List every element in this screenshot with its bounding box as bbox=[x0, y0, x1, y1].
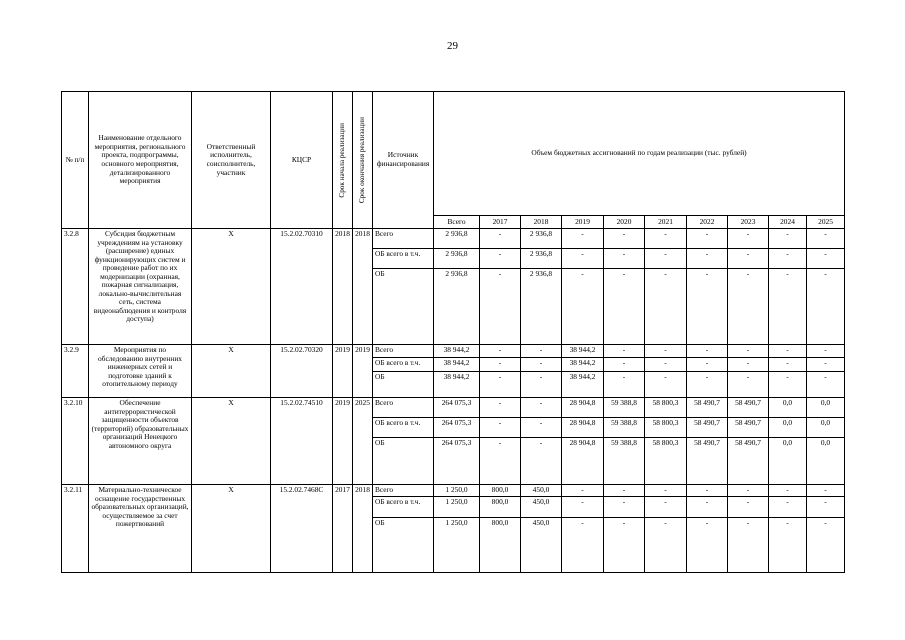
budget-value: 58 800,3 bbox=[645, 398, 687, 418]
budget-value: - bbox=[645, 496, 687, 517]
budget-value: 59 388,8 bbox=[604, 418, 645, 438]
budget-value: - bbox=[687, 229, 728, 249]
row-kcsr: 15.2.02.7468С bbox=[271, 485, 333, 573]
budget-value: 38 944,2 bbox=[434, 372, 480, 398]
year-header: 2025 bbox=[807, 216, 845, 229]
budget-value: - bbox=[807, 229, 845, 249]
budget-value: 1 250,0 bbox=[434, 517, 480, 572]
table-row bbox=[62, 345, 845, 358]
funding-source: ОБ bbox=[373, 517, 434, 572]
budget-value: - bbox=[728, 269, 769, 345]
budget-value: - bbox=[769, 345, 807, 358]
budget-value: - bbox=[728, 345, 769, 358]
year-header: Всего bbox=[434, 216, 480, 229]
budget-value: 0,0 bbox=[807, 418, 845, 438]
budget-value: - bbox=[728, 229, 769, 249]
budget-value: - bbox=[562, 485, 604, 497]
budget-value: - bbox=[728, 485, 769, 497]
header-name: Наименование отдельного мероприятия, регионального проекта, подпрограммы, основного мероприятия, детализированного мероприятия bbox=[89, 92, 192, 229]
budget-value: - bbox=[604, 517, 645, 572]
budget-value: - bbox=[728, 517, 769, 572]
budget-value: 58 490,7 bbox=[687, 418, 728, 438]
budget-value: - bbox=[604, 345, 645, 358]
budget-value: 58 490,7 bbox=[687, 398, 728, 418]
funding-source: ОБ всего в т.ч. bbox=[373, 249, 434, 269]
budget-value: 58 490,7 bbox=[687, 438, 728, 485]
row-kcsr: 15.2.02.74510 bbox=[271, 398, 333, 485]
budget-value: 0,0 bbox=[769, 398, 807, 418]
budget-value: 0,0 bbox=[807, 438, 845, 485]
budget-value: - bbox=[521, 358, 562, 372]
year-header: 2017 bbox=[480, 216, 521, 229]
table-row bbox=[62, 485, 845, 497]
row-number: 3.2.9 bbox=[62, 345, 89, 398]
budget-value: - bbox=[769, 269, 807, 345]
budget-value: 58 490,7 bbox=[728, 398, 769, 418]
budget-value: - bbox=[807, 269, 845, 345]
budget-value: - bbox=[480, 229, 521, 249]
budget-value: 800,0 bbox=[480, 517, 521, 572]
budget-value: - bbox=[645, 372, 687, 398]
year-header: 2024 bbox=[769, 216, 807, 229]
budget-value: - bbox=[604, 249, 645, 269]
budget-value: 0,0 bbox=[769, 438, 807, 485]
budget-value: 800,0 bbox=[480, 496, 521, 517]
header-kcsr: КЦСР bbox=[271, 92, 333, 229]
budget-value: - bbox=[807, 249, 845, 269]
budget-value: - bbox=[480, 418, 521, 438]
budget-value: - bbox=[521, 398, 562, 418]
page-number: 29 bbox=[447, 40, 458, 52]
budget-value: 450,0 bbox=[521, 496, 562, 517]
header-row bbox=[62, 92, 845, 216]
header-responsible: Ответственный исполнитель, соисполнитель, участник bbox=[192, 92, 271, 229]
funding-source: ОБ bbox=[373, 269, 434, 345]
budget-value: 2 936,8 bbox=[434, 269, 480, 345]
row-kcsr: 15.2.02.70310 bbox=[271, 229, 333, 345]
row-end-year: 2018 bbox=[353, 229, 373, 345]
budget-value: - bbox=[687, 249, 728, 269]
table-row bbox=[62, 398, 845, 418]
funding-source: Всего bbox=[373, 229, 434, 249]
budget-value: - bbox=[604, 229, 645, 249]
budget-value: 2 936,8 bbox=[521, 229, 562, 249]
budget-value: 1 250,0 bbox=[434, 485, 480, 497]
funding-source: Всего bbox=[373, 485, 434, 497]
budget-value: - bbox=[562, 229, 604, 249]
budget-value: 28 904,8 bbox=[562, 438, 604, 485]
budget-value: 28 904,8 bbox=[562, 418, 604, 438]
budget-value: 2 936,8 bbox=[434, 249, 480, 269]
row-responsible: X bbox=[192, 345, 271, 398]
budget-value: 58 490,7 bbox=[728, 418, 769, 438]
row-name: Материально-техническое оснащение государственных образовательных организаций, осуществляемое за счет пожертвований bbox=[89, 485, 192, 573]
budget-value: - bbox=[645, 269, 687, 345]
budget-value: 59 388,8 bbox=[604, 438, 645, 485]
header-source: Источник финансирования bbox=[373, 92, 434, 229]
budget-value: 2 936,8 bbox=[434, 229, 480, 249]
budget-value: 58 800,3 bbox=[645, 438, 687, 485]
budget-value: - bbox=[604, 269, 645, 345]
budget-value: - bbox=[562, 496, 604, 517]
year-header: 2018 bbox=[521, 216, 562, 229]
budget-value: 264 075,3 bbox=[434, 438, 480, 485]
budget-value: 800,0 bbox=[480, 485, 521, 497]
budget-value: - bbox=[769, 485, 807, 497]
budget-value: 264 075,3 bbox=[434, 398, 480, 418]
budget-value: - bbox=[521, 345, 562, 358]
budget-value: - bbox=[521, 418, 562, 438]
table-row bbox=[62, 229, 845, 249]
year-header: 2021 bbox=[645, 216, 687, 229]
budget-value: - bbox=[769, 229, 807, 249]
funding-source: Всего bbox=[373, 345, 434, 358]
row-start-year: 2019 bbox=[333, 345, 353, 398]
funding-source: ОБ всего в т.ч. bbox=[373, 358, 434, 372]
budget-value: - bbox=[645, 249, 687, 269]
table-body bbox=[62, 229, 845, 573]
budget-value: - bbox=[769, 496, 807, 517]
budget-value: - bbox=[687, 345, 728, 358]
budget-value: 264 075,3 bbox=[434, 418, 480, 438]
row-number: 3.2.8 bbox=[62, 229, 89, 345]
header-num: № п/п bbox=[62, 92, 89, 229]
year-header: 2020 bbox=[604, 216, 645, 229]
budget-value: - bbox=[604, 372, 645, 398]
year-header: 2019 bbox=[562, 216, 604, 229]
budget-value: 0,0 bbox=[769, 418, 807, 438]
funding-source: ОБ bbox=[373, 372, 434, 398]
budget-value: - bbox=[480, 438, 521, 485]
header-volume: Объем бюджетных ассигнований по годам реализации (тыс. рублей) bbox=[434, 92, 845, 216]
budget-value: 0,0 bbox=[807, 398, 845, 418]
budget-value: - bbox=[521, 438, 562, 485]
budget-value: - bbox=[687, 372, 728, 398]
row-name: Субсидия бюджетным учреждениям на установку (расширение) единых функционирующих систем и проведение работ по их модернизации (охранная, пожарная сигнализация, локально-вычислительная сеть, система видеонаблюдения и контроля доступа) bbox=[89, 229, 192, 345]
budget-value: - bbox=[807, 372, 845, 398]
budget-value: - bbox=[562, 517, 604, 572]
budget-value: - bbox=[645, 517, 687, 572]
budget-value: 38 944,2 bbox=[434, 358, 480, 372]
budget-value: - bbox=[728, 249, 769, 269]
budget-value: - bbox=[645, 229, 687, 249]
funding-source: ОБ всего в т.ч. bbox=[373, 418, 434, 438]
year-header: 2023 bbox=[728, 216, 769, 229]
year-header: 2022 bbox=[687, 216, 728, 229]
budget-value: - bbox=[521, 372, 562, 398]
budget-value: - bbox=[769, 517, 807, 572]
budget-value: - bbox=[687, 485, 728, 497]
budget-value: - bbox=[807, 345, 845, 358]
budget-value: - bbox=[480, 269, 521, 345]
budget-value: 58 490,7 bbox=[728, 438, 769, 485]
budget-value: - bbox=[480, 372, 521, 398]
budget-value: - bbox=[769, 249, 807, 269]
budget-value: 38 944,2 bbox=[562, 372, 604, 398]
budget-value: - bbox=[728, 358, 769, 372]
budget-table bbox=[61, 91, 845, 573]
row-end-year: 2019 bbox=[353, 345, 373, 398]
row-end-year: 2018 bbox=[353, 485, 373, 573]
budget-value: - bbox=[604, 485, 645, 497]
row-number: 3.2.10 bbox=[62, 398, 89, 485]
budget-value: - bbox=[728, 496, 769, 517]
funding-source: ОБ bbox=[373, 438, 434, 485]
budget-value: - bbox=[480, 358, 521, 372]
row-start-year: 2019 bbox=[333, 398, 353, 485]
row-start-year: 2017 bbox=[333, 485, 353, 573]
row-responsible: X bbox=[192, 398, 271, 485]
row-end-year: 2025 bbox=[353, 398, 373, 485]
budget-value: - bbox=[728, 372, 769, 398]
budget-value: - bbox=[480, 345, 521, 358]
budget-value: - bbox=[645, 358, 687, 372]
budget-value: - bbox=[807, 496, 845, 517]
budget-value: - bbox=[645, 485, 687, 497]
budget-value: 58 800,3 bbox=[645, 418, 687, 438]
budget-value: - bbox=[562, 269, 604, 345]
budget-value: 2 936,8 bbox=[521, 269, 562, 345]
budget-value: - bbox=[769, 372, 807, 398]
budget-value: 2 936,8 bbox=[521, 249, 562, 269]
row-name: Обеспечение антитеррористической защищенности объектов (территорий) образовательных организаций Ненецкого автономного округа bbox=[89, 398, 192, 485]
row-responsible: X bbox=[192, 485, 271, 573]
budget-value: - bbox=[604, 358, 645, 372]
funding-source: Всего bbox=[373, 398, 434, 418]
row-kcsr: 15.2.02.70320 bbox=[271, 345, 333, 398]
row-number: 3.2.11 bbox=[62, 485, 89, 573]
budget-value: - bbox=[687, 269, 728, 345]
budget-value: - bbox=[687, 517, 728, 572]
budget-value: 59 388,8 bbox=[604, 398, 645, 418]
budget-value: - bbox=[807, 358, 845, 372]
budget-value: 38 944,2 bbox=[562, 345, 604, 358]
budget-value: 450,0 bbox=[521, 517, 562, 572]
budget-value: 1 250,0 bbox=[434, 496, 480, 517]
budget-value: - bbox=[562, 249, 604, 269]
header-start: Срок начала реализации bbox=[333, 92, 353, 229]
budget-value: - bbox=[687, 358, 728, 372]
budget-value: 38 944,2 bbox=[434, 345, 480, 358]
budget-value: - bbox=[687, 496, 728, 517]
budget-value: 38 944,2 bbox=[562, 358, 604, 372]
budget-value: 450,0 bbox=[521, 485, 562, 497]
row-start-year: 2018 bbox=[333, 229, 353, 345]
budget-value: - bbox=[480, 249, 521, 269]
row-responsible: X bbox=[192, 229, 271, 345]
header-end: Срок окончания реализации bbox=[353, 92, 373, 229]
budget-value: - bbox=[807, 517, 845, 572]
budget-value: 28 904,8 bbox=[562, 398, 604, 418]
budget-value: - bbox=[769, 358, 807, 372]
budget-value: - bbox=[604, 496, 645, 517]
row-name: Мероприятия по обследованию внутренних инженерных сетей и подготовке зданий к отопительному периоду bbox=[89, 345, 192, 398]
budget-value: - bbox=[480, 398, 521, 418]
budget-value: - bbox=[807, 485, 845, 497]
funding-source: ОБ всего в т.ч. bbox=[373, 496, 434, 517]
budget-value: - bbox=[645, 345, 687, 358]
